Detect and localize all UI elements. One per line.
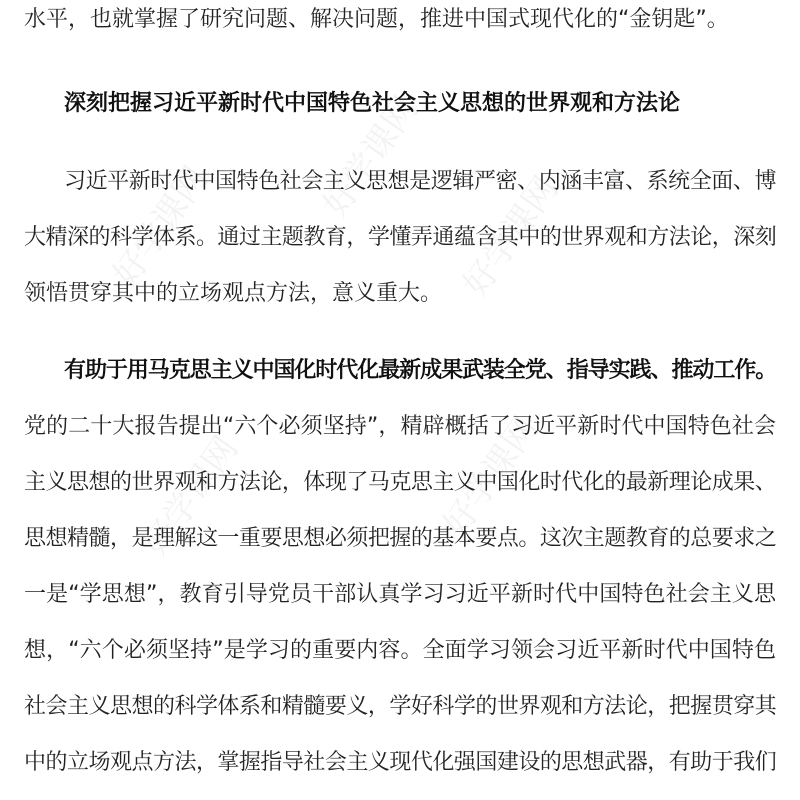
paragraph-line: 思想精髓，是理解这一重要思想必须把握的基本要点。这次主题教育的总要求之 [24, 526, 776, 551]
paragraph-lead-sentence: 有助于用马克思主义中国化时代化最新成果武装全党、指导实践、推动工作。 [64, 358, 776, 383]
paragraph-line: 社会主义思想的科学体系和精髓要义，学好科学的世界观和方法论，把握贯穿其 [24, 694, 776, 719]
watermark-text: 好学课网 [455, 169, 567, 304]
paragraph-line: 一是“学思想”，教育引导党员干部认真学习习近平新时代中国特色社会主义思 [24, 582, 776, 607]
watermark-text: 好学课网 [105, 159, 217, 294]
paragraph-line: 中的立场观点方法，掌握指导社会主义现代化强国建设的思想武器，有助于我们 [24, 750, 776, 775]
watermark-text: 好学课网 [135, 429, 247, 564]
paragraph-line: 大精深的科学体系。通过主题教育，学懂弄通蕴含其中的世界观和方法论，深刻 [24, 225, 776, 250]
paragraph-line: 主义思想的世界观和方法论，体现了马克思主义中国化时代化的最新理论成果、 [24, 470, 776, 495]
paragraph-line: 想，“六个必须坚持”是学习的重要内容。全面学习领会习近平新时代中国特色 [24, 638, 776, 663]
section-heading: 深刻把握习近平新时代中国特色社会主义思想的世界观和方法论 [64, 91, 681, 116]
watermark-text: 好学课网 [435, 409, 547, 544]
paragraph-line: 党的二十大报告提出“六个必须坚持”，精辟概括了习近平新时代中国特色社会 [24, 414, 776, 439]
paragraph-line: 水平，也就掌握了研究问题、解决问题，推进中国式现代化的“金钥匙”。 [24, 7, 729, 32]
watermark-text: 好学课网 [315, 89, 427, 224]
paragraph-line: 领悟贯穿其中的立场观点方法，意义重大。 [24, 281, 443, 306]
paragraph-line: 习近平新时代中国特色社会主义思想是逻辑严密、内涵丰富、系统全面、博 [64, 169, 776, 194]
